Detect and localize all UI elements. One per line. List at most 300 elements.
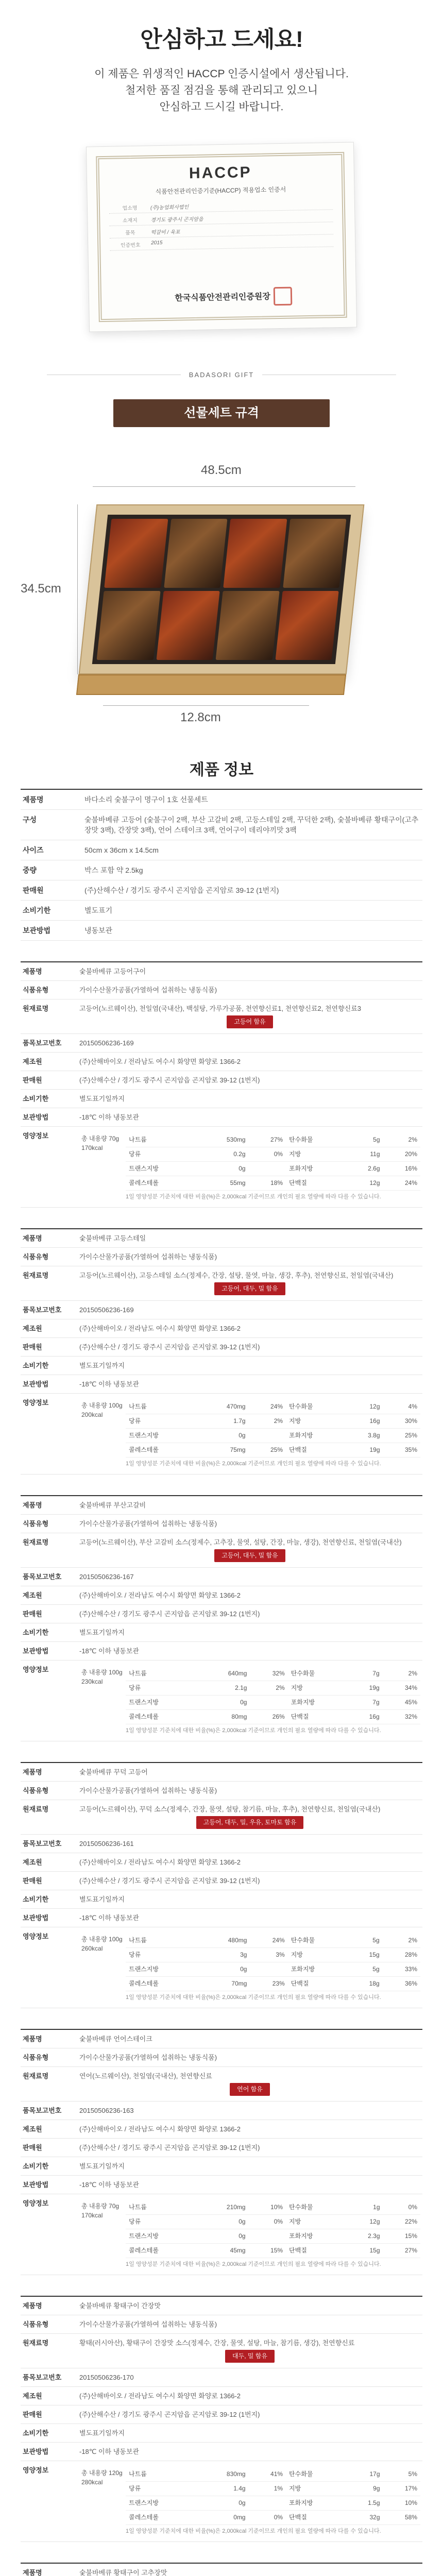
product-row-ingredients xyxy=(21,2067,422,2102)
nutrition-cell: 나트륨 xyxy=(126,2467,198,2482)
nutrition-cell: 7g xyxy=(349,1667,382,1681)
table-row xyxy=(126,2467,420,2482)
width-dimension-line xyxy=(93,486,355,487)
certificate-row-value: 경기도 광주시 곤지암읍 xyxy=(150,216,203,224)
hero-desc-line: 이 제품은 위생적인 HACCP 인증시설에서 생산됩니다. xyxy=(94,68,349,80)
product-row-label: 원재료명 xyxy=(23,1272,49,1279)
nutrition-cell: 2.3g xyxy=(346,2229,383,2244)
nutrition-cell: 26% xyxy=(250,1710,287,1724)
nutrition-note: 1일 영양성분 기준치에 대한 비율(%)은 2,000kcal 기준이므로 개인의 필요 열량에 따라 다를 수 있습니다. xyxy=(126,2528,381,2534)
nutrition-cell: 0g xyxy=(198,2215,249,2229)
serving-weight: 총 내용량 70g xyxy=(81,2202,120,2210)
table-row xyxy=(126,1710,420,1724)
certificate-row-value: 떡갈비 / 육포 xyxy=(150,229,180,236)
nutrition-cell: 2% xyxy=(249,1414,286,1429)
nutrition-cell: 12g xyxy=(346,2215,383,2229)
nutrition-cell: 19g xyxy=(346,1443,383,1458)
product-row-value: 별도표기일까지 xyxy=(79,1629,125,1636)
table-row xyxy=(126,1400,420,1414)
nutrition-cell: 트랜스지방 xyxy=(126,2229,198,2244)
product-row-name xyxy=(21,1763,422,1782)
product-row-value: -18℃ 이하 냉동보관 xyxy=(79,2448,139,2455)
haccp-certificate-image xyxy=(67,134,376,350)
nutrition-cell: 콜레스테롤 xyxy=(126,1710,199,1724)
product-row-label: 영양정보 xyxy=(23,1399,49,1406)
product-row-label: 영양정보 xyxy=(23,1666,49,1673)
product-row-value: (주)산해바이오 / 전라남도 여수시 화양면 화양로 1366-2 xyxy=(79,1858,241,1866)
product-slot xyxy=(104,519,168,588)
product-row-storage xyxy=(21,2176,422,2194)
nutrition-cell: 지방 xyxy=(286,1414,346,1429)
nutrition-serving xyxy=(79,1665,126,1737)
product-row-value: -18℃ 이하 냉동보관 xyxy=(79,1914,139,1922)
nutrition-cell: 탄수화물 xyxy=(288,1667,349,1681)
product-block xyxy=(21,2296,422,2542)
nutrition-note: 1일 영양성분 기준치에 대한 비율(%)은 2,000kcal 기준이므로 개인의 필요 열량에 따라 다를 수 있습니다. xyxy=(126,1727,381,1734)
nutrition-cell: 70mg xyxy=(199,1977,250,1991)
nutrition-cell: 0g xyxy=(198,2496,249,2511)
product-row-storage xyxy=(21,1909,422,1927)
product-row-label: 소비기한 xyxy=(23,1895,49,1903)
nutrition-cell: 0% xyxy=(383,2200,420,2215)
product-row-expiry xyxy=(21,1357,422,1375)
nutrition-cell: 트랜스지방 xyxy=(126,2496,198,2511)
product-row-label: 식품유형 xyxy=(23,1520,49,1528)
gift-box-top xyxy=(79,504,365,674)
table-row xyxy=(126,2511,420,2525)
allergy-wrap xyxy=(79,2081,420,2097)
product-row-nutrition xyxy=(21,1127,422,1208)
nutrition-cell: 75mg xyxy=(198,1443,249,1458)
box-dimension-diagram xyxy=(0,443,443,752)
nutrition-cell: 41% xyxy=(249,2467,286,2482)
table-row xyxy=(21,880,422,901)
info-value: 바다소리 숯불구이 명구이 1호 선물세트 xyxy=(82,790,422,810)
allergy-badge: 고등어, 대두, 밀, 우유, 토마토 함유 xyxy=(196,1816,304,1829)
product-row-label: 영양정보 xyxy=(23,2199,49,2207)
box-width-label: 48.5cm xyxy=(201,463,242,477)
nutrition-cell: 나트륨 xyxy=(126,1667,199,1681)
gift-box-tray xyxy=(92,515,351,664)
product-row-report-no xyxy=(21,2368,422,2387)
nutrition-cell: 포화지방 xyxy=(286,1162,346,1176)
nutrition-panel xyxy=(77,1127,422,1207)
nutrition-cell: 탄수화물 xyxy=(288,1934,349,1948)
nutrition-cell: 17g xyxy=(346,2467,383,2482)
product-row-value: 20150506236-167 xyxy=(79,1573,134,1581)
product-row-value: 별도표기일까지 xyxy=(79,2162,125,2170)
product-row-ingredients xyxy=(21,2334,422,2368)
nutrition-cell: 1g xyxy=(346,2200,383,2215)
certificate-row-label: 소재지 xyxy=(122,217,138,224)
product-row-seller xyxy=(21,1071,422,1090)
table-row xyxy=(21,901,422,921)
nutrition-cell: 3.8g xyxy=(346,1429,383,1443)
nutrition-cell: 25% xyxy=(383,1429,420,1443)
product-row-label: 품목보고번호 xyxy=(23,1573,62,1581)
nutrition-wrap xyxy=(79,2198,420,2270)
info-key: 판매원 xyxy=(21,880,82,901)
product-row-label: 품목보고번호 xyxy=(23,2107,62,2114)
nutrition-panel xyxy=(77,2194,422,2275)
certificate-rows xyxy=(109,200,334,251)
info-key: 중량 xyxy=(21,860,82,880)
product-row-value: (주)산해바이오 / 전라남도 여수시 화양면 화양로 1366-2 xyxy=(79,2392,241,2400)
product-row-value: (주)산해바이오 / 전라남도 여수시 화양면 화양로 1366-2 xyxy=(79,1591,241,1599)
product-row-label: 원재료명 xyxy=(23,2339,49,2347)
product-row-label: 판매원 xyxy=(23,2411,42,2418)
allergy-wrap xyxy=(79,1547,420,1563)
box-depth-label: 12.8cm xyxy=(180,710,221,724)
serving-kcal: 170kcal xyxy=(81,2212,103,2219)
nutrition-cell: 640mg xyxy=(199,1667,250,1681)
depth-dimension-line xyxy=(103,705,309,706)
nutrition-table-wrap xyxy=(126,1398,420,1470)
nutrition-panel xyxy=(77,1927,422,2008)
nutrition-cell: 0% xyxy=(249,2511,286,2525)
product-row-label: 식품유형 xyxy=(23,2054,49,2061)
box-height-label: 34.5cm xyxy=(21,582,61,596)
serving-weight: 총 내용량 100g xyxy=(81,1936,123,1943)
nutrition-cell: 32g xyxy=(346,2511,383,2525)
info-value: (주)산해수산 / 경기도 광주시 곤지암읍 곤지암로 39-12 (1번지) xyxy=(82,880,422,901)
certificate-row xyxy=(109,200,333,214)
product-row-seller xyxy=(21,1338,422,1357)
serving-kcal: 170kcal xyxy=(81,1144,103,1151)
nutrition-cell: 5g xyxy=(349,1962,382,1977)
nutrition-cell: 트랜스지방 xyxy=(126,1429,198,1443)
nutrition-table-wrap xyxy=(126,2198,420,2270)
nutrition-cell: 1.4g xyxy=(198,2482,249,2496)
product-row-label: 영양정보 xyxy=(23,1933,49,1940)
product-row-value: -18℃ 이하 냉동보관 xyxy=(79,1113,139,1121)
table-row xyxy=(126,2482,420,2496)
nutrition-cell: 당류 xyxy=(126,1414,198,1429)
nutrition-cell: 10% xyxy=(249,2200,286,2215)
nutrition-cell: 15g xyxy=(349,1948,382,1962)
nutrition-cell: 24% xyxy=(249,1400,286,1414)
product-row-value: 가이수산물가공품(가열하여 섭취하는 냉동식품) xyxy=(79,1520,217,1528)
nutrition-cell: 530mg xyxy=(198,1133,249,1147)
nutrition-cell: 2.1g xyxy=(199,1681,250,1696)
height-dimension-line xyxy=(77,504,78,674)
product-row-value: 연어(노르웨이산), 천일염(국내산), 천연향신료 연어 함유 xyxy=(77,2067,422,2101)
nutrition-cell: 나트륨 xyxy=(126,1934,199,1948)
product-row-value: 숯불바베큐 황태구이 간장맛 xyxy=(79,2302,161,2310)
product-row-label: 품목보고번호 xyxy=(23,1039,62,1047)
product-row-value: -18℃ 이하 냉동보관 xyxy=(79,2181,139,2189)
hero-desc-line: 철저한 품질 점검을 통해 관리되고 있으니 xyxy=(125,84,318,96)
info-key: 사이즈 xyxy=(21,840,82,860)
product-row-expiry xyxy=(21,1623,422,1642)
product-row-label: 식품유형 xyxy=(23,2320,49,2328)
info-value: 50cm x 36cm x 14.5cm xyxy=(82,840,422,860)
serving-kcal: 260kcal xyxy=(81,1945,103,1952)
nutrition-cell: 17% xyxy=(383,2482,420,2496)
product-row-label: 판매원 xyxy=(23,1076,42,1084)
product-row-label: 제조원 xyxy=(23,1591,42,1599)
nutrition-table xyxy=(126,1934,420,1991)
product-block xyxy=(21,1762,422,2008)
product-row-value: 가이수산물가공품(가열하여 섭취하는 냉동식품) xyxy=(79,1787,217,1794)
nutrition-cell: 0g xyxy=(198,2229,249,2244)
product-row-label: 소비기한 xyxy=(23,1629,49,1636)
nutrition-cell: 7g xyxy=(349,1696,382,1710)
product-row-ingredients xyxy=(21,999,422,1034)
product-row-name xyxy=(21,2564,422,2576)
nutrition-cell: 27% xyxy=(249,1133,286,1147)
table-row xyxy=(126,2215,420,2229)
product-row-value: 20150506236-161 xyxy=(79,1840,134,1848)
product-row-value: (주)산해바이오 / 전라남도 여수시 화양면 화양로 1366-2 xyxy=(79,1058,241,1065)
table-row xyxy=(126,2496,420,2511)
product-row-value: 별도표기일까지 xyxy=(79,2429,125,2437)
product-row-type xyxy=(21,1782,422,1800)
table-row xyxy=(126,2200,420,2215)
product-info-title: 제품 정보 xyxy=(189,761,254,778)
nutrition-cell: 나트륨 xyxy=(126,2200,198,2215)
nutrition-cell: 탄수화물 xyxy=(286,2200,346,2215)
product-row-expiry xyxy=(21,1890,422,1909)
serving-kcal: 230kcal xyxy=(81,1678,103,1685)
info-key: 소비기한 xyxy=(21,901,82,921)
nutrition-cell: 포화지방 xyxy=(288,1962,349,1977)
nutrition-cell: 나트륨 xyxy=(126,1400,198,1414)
product-info-section xyxy=(0,757,443,941)
nutrition-cell: 포화지방 xyxy=(288,1696,349,1710)
product-row-value: (주)산해바이오 / 전라남도 여수시 화양면 화양로 1366-2 xyxy=(79,2125,241,2133)
product-row-label: 제조원 xyxy=(23,2125,42,2133)
hero-description xyxy=(0,66,443,115)
nutrition-wrap xyxy=(79,1665,420,1737)
product-row-value: 고등어(노르웨이산), 고등스테일 소스(정제수, 간장, 설탕, 물엿, 마늘, 생강, 후추), 천연향신료, 천일염(국내산) 고등어, 대두, 밀 함유 xyxy=(77,1266,422,1300)
nutrition-cell: 18% xyxy=(249,1176,286,1191)
nutrition-cell: 탄수화물 xyxy=(286,1400,346,1414)
nutrition-cell: 1% xyxy=(249,2482,286,2496)
product-row-value: 숯불바베큐 고등스테일 xyxy=(79,1234,146,1242)
product-row-report-no xyxy=(21,1301,422,1319)
nutrition-cell: 지방 xyxy=(286,1147,346,1162)
nutrition-cell: 단백질 xyxy=(288,1710,349,1724)
nutrition-cell: 35% xyxy=(383,1443,420,1458)
certificate-border xyxy=(96,152,347,322)
product-row-label: 품목보고번호 xyxy=(23,1306,62,1314)
product-row-type xyxy=(21,1515,422,1533)
nutrition-cell: 탄수화물 xyxy=(286,1133,346,1147)
nutrition-cell: 33% xyxy=(383,1962,420,1977)
table-row xyxy=(126,1962,420,1977)
table-row xyxy=(126,1977,420,1991)
product-row-name xyxy=(21,2297,422,2315)
nutrition-table xyxy=(126,1133,420,1191)
product-row-report-no xyxy=(21,2102,422,2120)
allergy-wrap xyxy=(79,2348,420,2364)
info-value: 냉동보관 xyxy=(82,921,422,941)
info-key: 보관방법 xyxy=(21,921,82,941)
nutrition-cell: 25% xyxy=(249,1443,286,1458)
table-row xyxy=(126,2244,420,2258)
product-row-label: 제품명 xyxy=(23,968,42,975)
hero-section xyxy=(0,0,443,427)
nutrition-cell xyxy=(250,1696,287,1710)
info-key: 제품명 xyxy=(21,790,82,810)
nutrition-cell: 0g xyxy=(199,1962,250,1977)
product-row-seller xyxy=(21,2139,422,2157)
product-row-label: 제조원 xyxy=(23,1325,42,1332)
nutrition-cell: 당류 xyxy=(126,2482,198,2496)
info-value: 박스 포함 약 2.5kg xyxy=(82,860,422,880)
product-info-table xyxy=(21,790,422,941)
product-row-label: 제품명 xyxy=(23,1768,42,1776)
certificate-row xyxy=(110,225,333,239)
hero-title: 안심하고 드세요! xyxy=(140,27,303,52)
nutrition-cell: 당류 xyxy=(126,1147,198,1162)
product-row-value: 숯불바베큐 부산고갈비 xyxy=(79,1501,146,1509)
product-row-label: 원재료명 xyxy=(23,2072,49,2080)
product-row-value: 고등어(노르웨이산), 부산 고갈비 소스(정제수, 고추장, 물엿, 설탕, 간장, 마늘, 생강), 천연향신료, 천일염(국내산) 고등어, 대두, 밀 함유 xyxy=(77,1533,422,1567)
nutrition-cell: 0g xyxy=(199,1696,250,1710)
nutrition-cell: 9g xyxy=(346,2482,383,2496)
nutrition-cell: 55mg xyxy=(198,1176,249,1191)
product-row-ingredients xyxy=(21,1533,422,1568)
nutrition-cell: 단백질 xyxy=(286,1443,346,1458)
nutrition-cell: 210mg xyxy=(198,2200,249,2215)
product-row-expiry xyxy=(21,2424,422,2443)
nutrition-cell: 18g xyxy=(349,1977,382,1991)
nutrition-cell: 45% xyxy=(383,1696,420,1710)
product-row-value: (주)산해수산 / 경기도 광주시 곤지암읍 곤지암로 39-12 (1번지) xyxy=(79,1877,260,1885)
product-row-value: (주)산해수산 / 경기도 광주시 곤지암읍 곤지암로 39-12 (1번지) xyxy=(79,2411,260,2418)
nutrition-cell: 5g xyxy=(346,1133,383,1147)
product-row-label: 보관방법 xyxy=(23,2448,49,2455)
product-row-value: -18℃ 이하 냉동보관 xyxy=(79,1647,139,1655)
product-row-label: 원재료명 xyxy=(23,1805,49,1813)
product-row-label: 소비기한 xyxy=(23,2429,49,2437)
table-row xyxy=(126,1934,420,1948)
product-slot xyxy=(97,591,161,660)
nutrition-cell: 2% xyxy=(383,1934,420,1948)
certificate-row xyxy=(110,237,333,251)
nutrition-serving xyxy=(79,2198,126,2270)
official-seal-icon xyxy=(274,287,293,306)
product-row-value: 20150506236-169 xyxy=(79,1306,134,1314)
product-row-storage xyxy=(21,1108,422,1127)
nutrition-cell: 28% xyxy=(383,1948,420,1962)
nutrition-cell: 0g xyxy=(198,1162,249,1176)
nutrition-cell xyxy=(249,2229,286,2244)
product-row-storage xyxy=(21,1375,422,1394)
nutrition-cell: 24% xyxy=(250,1934,287,1948)
serving-weight: 총 내용량 100g xyxy=(81,1402,123,1409)
product-row-label: 식품유형 xyxy=(23,1253,49,1261)
serving-weight: 총 내용량 70g xyxy=(81,1135,120,1142)
product-row-value: 가이수산물가공품(가열하여 섭취하는 냉동식품) xyxy=(79,986,217,994)
product-row-value: (주)산해바이오 / 전라남도 여수시 화양면 화양로 1366-2 xyxy=(79,1325,241,1332)
nutrition-serving xyxy=(79,2465,126,2537)
product-row-label: 제조원 xyxy=(23,1858,42,1866)
serving-kcal: 280kcal xyxy=(81,2479,103,2486)
nutrition-cell xyxy=(250,1962,287,1977)
nutrition-serving xyxy=(79,1931,126,2004)
nutrition-table xyxy=(126,2200,420,2258)
nutrition-cell: 5% xyxy=(383,2467,420,2482)
table-row xyxy=(126,1443,420,1458)
certificate-row-label: 인증번호 xyxy=(120,242,141,249)
table-row xyxy=(21,921,422,941)
nutrition-cell: 1.5g xyxy=(346,2496,383,2511)
nutrition-cell: 탄수화물 xyxy=(286,2467,346,2482)
product-block xyxy=(21,961,422,1208)
nutrition-cell: 지방 xyxy=(288,1681,349,1696)
nutrition-cell: 20% xyxy=(383,1147,420,1162)
nutrition-table xyxy=(126,1667,420,1724)
nutrition-cell: 단백질 xyxy=(286,2511,346,2525)
product-row-value: 별도표기일까지 xyxy=(79,1362,125,1369)
nutrition-cell: 58% xyxy=(383,2511,420,2525)
nutrition-cell: 포화지방 xyxy=(286,1429,346,1443)
nutrition-cell: 32% xyxy=(383,1710,420,1724)
product-block xyxy=(21,2563,422,2576)
product-block xyxy=(21,1495,422,1741)
product-row-value: 숯불바베큐 고등어구이 xyxy=(79,968,146,975)
product-row-name xyxy=(21,962,422,981)
nutrition-wrap xyxy=(79,1931,420,2004)
nutrition-cell: 34% xyxy=(383,1681,420,1696)
product-row-value: 별도표기일까지 xyxy=(79,1895,125,1903)
product-row-label: 제품명 xyxy=(23,1234,42,1242)
nutrition-cell: 16% xyxy=(383,1162,420,1176)
nutrition-note: 1일 영양성분 기준치에 대한 비율(%)은 2,000kcal 기준이므로 개인의 필요 열량에 따라 다를 수 있습니다. xyxy=(126,1461,381,1467)
nutrition-cell: 0% xyxy=(249,2215,286,2229)
nutrition-cell: 트랜스지방 xyxy=(126,1962,199,1977)
nutrition-note: 1일 영양성분 기준치에 대한 비율(%)은 2,000kcal 기준이므로 개인의 필요 열량에 따라 다를 수 있습니다. xyxy=(126,2261,381,2267)
product-row-maker xyxy=(21,2387,422,2405)
nutrition-wrap xyxy=(79,2465,420,2537)
nutrition-cell: 단백질 xyxy=(286,2244,346,2258)
nutrition-cell: 15% xyxy=(383,2229,420,2244)
product-row-nutrition xyxy=(21,1394,422,1475)
nutrition-cell: 23% xyxy=(250,1977,287,1991)
table-row xyxy=(126,1667,420,1681)
product-row-label: 품목보고번호 xyxy=(23,2374,62,2381)
nutrition-wrap xyxy=(79,1398,420,1470)
product-row-label: 제품명 xyxy=(23,2569,42,2576)
nutrition-cell: 830mg xyxy=(198,2467,249,2482)
product-row-label: 소비기한 xyxy=(23,1362,49,1369)
nutrition-cell: 지방 xyxy=(288,1948,349,1962)
info-value: 별도표기 xyxy=(82,901,422,921)
product-row-type xyxy=(21,2315,422,2334)
allergy-badge: 고등어, 대두, 밀 함유 xyxy=(214,1282,285,1295)
product-row-type xyxy=(21,981,422,999)
product-slot xyxy=(216,591,280,660)
product-row-maker xyxy=(21,2120,422,2139)
product-row-label: 원재료명 xyxy=(23,1538,49,1546)
product-row-ingredients xyxy=(21,1266,422,1301)
nutrition-cell: 지방 xyxy=(286,2215,346,2229)
certificate-row-value: 2015 xyxy=(151,240,163,246)
product-row-nutrition xyxy=(21,1660,422,1741)
nutrition-cell: 10% xyxy=(383,2496,420,2511)
nutrition-cell: 45mg xyxy=(198,2244,249,2258)
nutrition-cell: 15g xyxy=(346,2244,383,2258)
nutrition-table-wrap xyxy=(126,1665,420,1737)
nutrition-cell: 2% xyxy=(250,1681,287,1696)
product-row-label: 식품유형 xyxy=(23,1787,49,1794)
table-row xyxy=(126,1414,420,1429)
nutrition-cell: 당류 xyxy=(126,2215,198,2229)
product-row-label: 판매원 xyxy=(23,1610,42,1618)
